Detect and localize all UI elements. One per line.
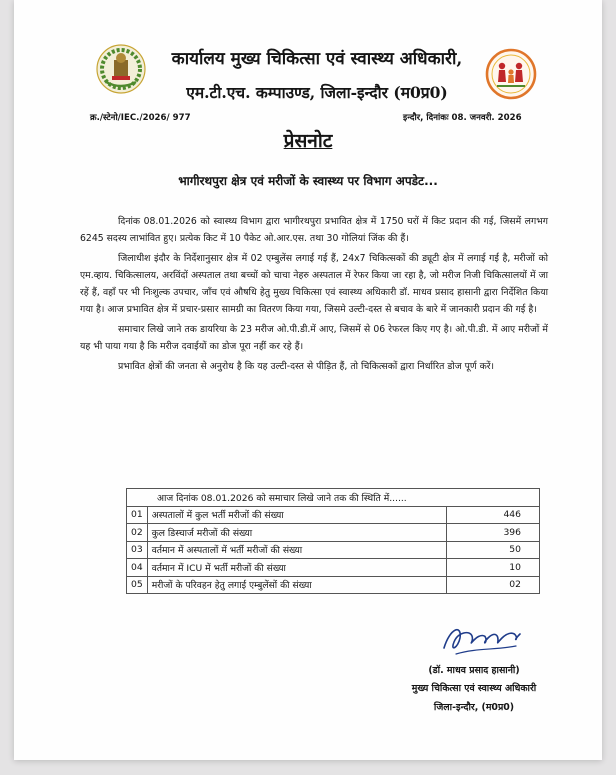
row-number: 03 (127, 541, 148, 559)
row-value: 446 (447, 506, 540, 524)
row-label: वर्तमान में ICU में भर्ती मरीजों की संख्या (147, 559, 446, 577)
health-mission-logo-icon (485, 48, 537, 100)
status-table-caption: आज दिनांक 08.01.2026 को समाचार लिखे जाने तक की स्थिति में...... (127, 489, 540, 507)
row-number: 02 (127, 524, 148, 542)
body-text (80, 213, 548, 378)
press-note-page (14, 0, 602, 760)
row-label: मरीजों के परिवहन हेतु लगाई एम्बुलेंसों की संख्या (147, 576, 446, 594)
row-label: अस्पतालों में कुल भर्ती मरीजों की संख्या (147, 506, 446, 524)
document-title: प्रेसनोट (283, 130, 333, 152)
signature-block (384, 662, 564, 716)
subject-line: भागीरथपुरा क्षेत्र एवं मरीजों के स्वास्थ्य पर विभाग अपडेट... (178, 174, 438, 188)
row-label: वर्तमान में अस्पतालों में भर्ती मरीजों की संख्या (147, 541, 446, 559)
row-number: 04 (127, 559, 148, 577)
office-name-line2: एम.टी.एच. कम्पाउण्ड, जिला-इन्दौर (म0प्र0) (186, 83, 448, 102)
row-label: कुल डिस्चार्ज मरीजों की संख्या (147, 524, 446, 542)
status-table-caption-row (127, 489, 540, 507)
paragraph-2: जिलाधीश इंदौर के निर्देशानुसार क्षेत्र में 02 एम्बुलेंस लगाई गई हैं, 24x7 चिकित्सकों की ड्यूटी क्षेत्र में लगाई गई है, मरीजों को एम.व्हाय. चिकित्सालय, अरविंदों अस्पताल तथा बच्चों को चाचा नेहरु अस्पताल में रेफर किया जा रहा है, जो मरीज निजी चिकित्सालयों में जा रहें हैं, वहाँ पर भी निःशुल्क उपचार, जाँच एवं औषधि हेतु मुख्य चिकित्सा एवं स्वास्थ्य अधिकारी डॉ. माधव प्रसाद हासानी द्वारा निर्देशित किया गया है। आज प्रभावित क्षेत्र में प्रचार-प्रसार सामग्री का वितरण किया गया, जिसमे उल्टी-दस्त से बचाव के बारे में जानकारी प्रदान की गई है। (80, 253, 548, 315)
handwritten-signature (436, 618, 532, 662)
row-value: 396 (447, 524, 540, 542)
status-table (126, 488, 540, 594)
row-value: 02 (447, 576, 540, 594)
table-row (127, 524, 540, 542)
signatory-name: (डॉ. माधव प्रसाद हासानी) (428, 665, 520, 676)
row-number: 01 (127, 506, 148, 524)
table-row (127, 576, 540, 594)
office-name-line1: कार्यालय मुख्य चिकित्सा एवं स्वास्थ्य अधिकारी, (171, 49, 463, 69)
issue-place-date: इन्दौर, दिनांकः 08. जनवरी. 2026 (403, 113, 522, 123)
paragraph-1: दिनांक 08.01.2026 को स्वास्थ्य विभाग द्वारा भागीरथपुरा प्रभावित क्षेत्र में 1750 घरों में किट प्रदान की गई, जिसमें लगभग 6245 सदस्य लाभांवित हुए। प्रत्येक किट में 10 पैकेट ओ.आर.एस. तथा 30 गोलियां जिंक की हैं। (80, 216, 548, 244)
row-value: 10 (447, 559, 540, 577)
mp-state-emblem-icon (96, 44, 146, 94)
signatory-designation: मुख्य चिकित्सा एवं स्वास्थ्य अधिकारी (411, 683, 537, 694)
table-row (127, 559, 540, 577)
paragraph-4: प्रभावित क्षेत्रों की जनता से अनुरोध है कि यह उल्टी-दस्त से पीड़ित हैं, तो चिकित्सकों द्वारा निर्धारित डोज पूर्ण करें। (118, 361, 495, 372)
reference-number: क्र./स्टेनो/IEC./2026/ 977 (90, 113, 191, 123)
signatory-place: जिला-इन्दौर, (म0प्र0) (433, 702, 515, 713)
paragraph-3: समाचार लिखे जाने तक डायरिया के 23 मरीज ओ.पी.डी.में आए, जिसमें से 06 रेफरल किए गए है। ओ.पी.डी. में आए मरीजों में यह भी पाया गया है कि मरीज दवाईयों का डोज पूरा नहीं कर रहे हैं। (80, 324, 548, 352)
table-row (127, 506, 540, 524)
row-number: 05 (127, 576, 148, 594)
row-value: 50 (447, 541, 540, 559)
table-row (127, 541, 540, 559)
